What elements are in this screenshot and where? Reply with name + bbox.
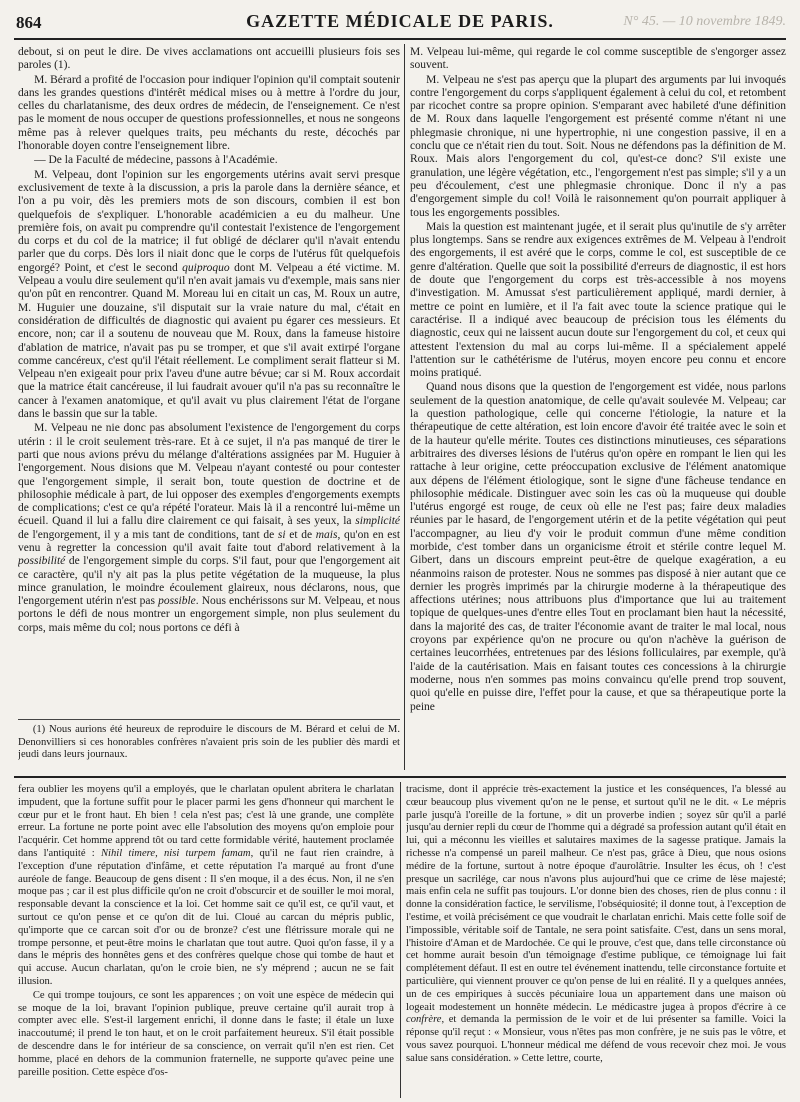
- text-run: Mais la question est maintenant jugée, et il serait plus qu'inutile de s'y arrêter plus longtemps. Sans se rendre aux exigences extrêmes de M. Velpeau à l'endroit des engorgements, il est avéré que le corps, comme le col, est susceptible de ce genre d'altération. Quelle que soit la possibilité d'erreurs de diagnostic, il est hors de doute que l'engorgement du corps est très-accessible à nos moyens d'investigation. M. Amussat s'est particulièrement appliqué, mardi dernier, à mettre ce point en lumière, et il l'a fait avec toute la science pratique qui le caractérise. Il a indiqué avec beaucoup de précision tous les éléments du diagnostic, ceux qui ne laissent aucun doute sur l'engorgement du col, et ceux qui attestent l'extension du mal au corps lui-même. Il a spécialement appelé l'attention sur le cathétérisme de l'utérus, moyen encore peu connu et encore moins pratiqué.: [410, 220, 786, 380]
- paragraph: [410, 221, 786, 381]
- text-run: M. Velpeau ne nie donc pas absolument l'existence de l'engorgement du corps utérin : il le croit seulement très-rare. Et à ce sujet, il n'a pas manqué de tirer le parti que nous avions prévu du mélange d'altérations assignées par M. Huguier à l'engorgement. Nous disions que M. Velpeau n'ayant contesté ou pour contester que l'engorgement simple, il serait bon, toute question de doctrine et de philosophie médicale à part, de lui opposer des exemples d'engorgements exempts de complications; c'est ce qu'a répété l'orateur. Mais là il a rencontré lui-même un écueil. Quand il lui a fallu dire clairement ce qui faisait, à ses yeux, la: [18, 422, 400, 528]
- text-run: , qu'il ne faut rien craindre, à l'exception d'une réputation d'infâme, et cette réputation l'a marqué au front d'une auréole de fange. Beaucoup de gens disent : Il s'en moque, il a des écus. Non, il ne s'en moque pas ; car il est plus difficile qu'on ne croit d'obscurcir et de souiller le moi moral, responsable devant la conscience et la loi. Cet homme sait ce qu'il est, ce qu'il vaut, et surtout ce qu'on pense et ce qu'on dit de lui. Cloué au carcan du mépris public, qu'importe que ce carcan soit d'or ou de bronze? c'est une flétrissure morale qui ne trompe personne, et peut-être moins le charlatan que tout autre. Quoi qu'on fasse, il y a dans le mépris des honnêtes gens et des confrères quelque chose qui tombe de haut et qui accuse. Aucun charlatan, qu'on le croie bien, ne s'y méprend ; aucun ne se fait illusion.: [18, 847, 394, 987]
- italic-text-run: simplicité: [355, 515, 400, 528]
- text-run: fera oublier les moyens qu'il a employés, que le charlatan opulent abritera le charlatan impudent, que la fortune suffit pour le placer parmi les gens d'honneur qui marchent le cœur pur et le front haut. Eh bien ! cela n'est pas; c'est là une grande, une complète erreur. La fortune ne porte point avec elle l'absolution des moyens qu'on emploie pour l'acquérir. Cet homme apprend tôt ou tard cette formidable vérité, hautement proclamée dans l'antiquité :: [18, 784, 394, 859]
- paragraph: [410, 381, 786, 713]
- paragraph: [18, 784, 394, 989]
- italic-text-run: confrère: [406, 1014, 442, 1026]
- footnote-rule: [18, 719, 400, 720]
- bottom-left-column: [18, 784, 394, 1098]
- text-run: tracisme, dont il apprécie très-exactement la justice et les conséquences, l'a blessé au cœur beaucoup plus vivement qu'on ne le pense, et surtout qu'il ne le dit. « Le mépris parle jusqu'à l'oreille de la fortune, » dit un proverbe indien ; soyez sûr qu'il a parlé jusqu'au dernier repli du cœur de l'homme qui a dégradé sa profession autant qu'il était en lui, qui a méconnu les vieilles et salutaires maximes de la sagesse pratique. Jamais la richesse n'a compensé un pareil malheur. Ce n'est pas, grâce à Dieu, que nous osions médire de la fortune, surtout à notre époque d'aurolâtrie. Insulter les écus, oh ! c'est presque un sacrilége, car nous n'avons plus aujourd'hui que ce crime de lèse majesté; mais enfin cela ne suffit pas toujours. L'or donne bien des choses, rien de plus connu : il donne la considération factice, le servilisme, l'obséquiosité; il donne tout, à l'exception de l'estime, et voilà précisément ce que voudrait le charlatan enrichi. Mais cette folle soif de l'impossible, véritable soif de Tantale, ne sera point satisfaite. C'est, dans un sens moral, l'histoire d'Aman et de Mardochée. Ce qui le prouve, c'est que, dans telle circonstance où cet homme aurait besoin d'un témoignage d'estime publique, ce témoignage lui fait complétement défaut. Il est en outre tel événement inattendu, telle circonstance fortuite et particulière, qui viennent prouver ce qu'on pense de lui en réalité. Il y a quelques années, un de ces empiriques à succès pécuniaire loua un appartement dans une maison où logeait modestement un honnête médecin. Le médicastre jugea à propos d'écrire à ce: [406, 784, 786, 1013]
- text-run: , qu'on en est venu à regretter la concession qu'il avait faite tout d'abord relativement à la: [18, 528, 400, 554]
- paragraph: [18, 990, 394, 1080]
- issue-date: N° 45. — 10 novembre 1849.: [623, 14, 786, 29]
- text-run: et de: [285, 528, 316, 541]
- paragraph: [410, 46, 786, 73]
- column-divider: [404, 44, 405, 770]
- italic-text-run: mais: [315, 528, 338, 541]
- text-run: M. Velpeau lui-même, qui regarde le col comme susceptible de s'engorger assez souvent.: [410, 46, 786, 72]
- top-right-column: [410, 46, 786, 770]
- italic-text-run: quiproquo: [182, 261, 230, 274]
- text-run: M. Bérard a profité de l'occasion pour indiquer l'opinion qu'il comptait soutenir dans les grandes questions d'intérêt médical mises ou à mettre à l'ordre du jour, celles du charlatanisme, des deux ordres de médecin, de l'enseignement. Ce n'est pas le moment de nous occuper de questions professionnelles, et nous ne songeons même pas à relever quelques traits, peu méchants du reste, décochés par l'honorable doyen contre l'enseignement libre.: [18, 73, 400, 153]
- text-run: Quand nous disons que la question de l'engorgement est vidée, nous parlons seulement de la question anatomique, de celle qu'avait soulevée M. Velpeau; car la question pathologique, celle qui concerne l'étiologie, la nature et la thérapeutique de cette altération, est loin encore d'avoir été traitée avec le soin et de la hauteur qu'elle mérite. Toutes ces distinctions minutieuses, ces séparations arbitraires des diverses lésions de l'utérus qu'on opère en rompant le lien qui les rattache à leur origine, cette préoccupation exclusive de l'élément anatomique aux dépens de l'élément étiologique, sont le signe d'une fâcheuse tendance en philosophie médicale. Distinguer avec soin les cas où la muqueuse qui double l'utérus engorgé est rouge, de ceux où elle ne l'est pas; faire deux maladies réunies par le hasard, de l'engorgement utérin et de la petite végétation qui peut l'accompagner, au lieu d'y voir le produit commun d'une même condition morbide, c'est tomber dans un organicisme étroit et stérile contre lequel M. Gibert, dans un discours empreint peut-être de quelque exagération, a eu néanmoins raison de protester. Nous ne sommes pas disposé à nier autant que ce dernier les progrès imprimés par la chirurgie moderne à la thérapeutique des affections utérines; nous attribuons plus d'importance que lui au traitement topique de quelques-unes d'entre elles Tout en proclamant bien haut la nécessité, dans la majorité des cas, de traiter l'économie avant de traiter le mal local, nous croyons par expérience qu'on ne procure ou qu'on n'achève la guérison de certaines leucorrhées, entretenues par des lésions folliculaires, par exemple, qu'à l'aide de la cautérisation. Mais en faisant toutes ces concessions à la chirurgie moderne, nous n'en sommes pas moins convaincu qu'elle prend trop souvent, quoi qu'elle en puisse dire, l'effet pour la cause, et que sa thérapeutique porte la peine: [410, 381, 786, 713]
- text-run: M. Velpeau ne s'est pas aperçu que la plupart des arguments par lui invoqués contre l'engorgement du corps s'appliquent également à celui du col, et retombent par ricochet contre sa propre opinion. S'emparant avec habileté d'une définition de M. Roux dans laquelle l'engorgement est présenté comme n'étant ni une phlegmasie chronique, ni une hypertrophie, ni une congestion passive, il en a conclu que ce n'était rien du tout. Soit. Nous ne défendons pas la définition de M. Roux. Mais alors l'engorgement du col, qu'est-ce donc? S'il existe une granulation, une légère végétation, etc., l'engorgement n'est pas simple; s'il y a un peu d'écoulement, c'est une phlegmasie chronique. Donc il n'y a pas d'engorgement simple du col! Voilà le raisonnement qu'on pourrait appliquer à tous les engorgements possibles.: [410, 73, 786, 219]
- italic-text-run: possible: [158, 595, 196, 608]
- text-run: dont M. Velpeau a été victime. M. Velpeau a voulu dire seulement qu'il n'en avait jamais vu d'exemple, mais sans nier qu'on pût en rencontrer. Quand M. Moreau lui en citait un cas, M. Roux un autre, M. Huguier une douzaine, s'il disputait sur la vraie nature du mal, c'était en considération de difficultés de diagnostic qui avaient pu égarer ces messieurs. Et encore, non; car il a soutenu de nouveau que M. Roux, dans la fameuse histoire d'ablation de matrice, n'avait pas pu se tromper, et que s'il avait extirpé l'organe comme cancéreux, c'est qu'il l'était réellement. Le compliment serait flatteur si M. Velpeau n'en exigeait pour prix l'aveu d'une autre bévue; car si M. Roux accordait que la matrice était cancéreuse, il lui faudrait avouer qu'il n'a pas su reconnaître le cancer à l'examen anatomique, et qu'il avait vu plus clairement l'état de l'organe dans le bassin que sur la table.: [18, 261, 400, 421]
- text-run: Ce qui trompe toujours, ce sont les apparences ; on voit une espèce de médecin qui se moque de la loi, bravant l'opinion publique, preuve certaine qu'il aurait trop à compter avec elle. S'est-il largement enrichi, il donne dans le faste; il étale un luxe inaccoutumé; il prend le ton haut, et on le croit parfaitement heureux. S'il était possible de descendre dans le for intérieur de sa conscience, on verrait qu'il n'en est rien. Cet homme, placé en dehors de la communion fraternelle, ne supporte qu'avec peine une pareille position. Cette espèce d'os-: [18, 989, 394, 1078]
- italic-text-run: possibilité: [18, 555, 66, 568]
- text-run: de l'engorgement simple du corps. S'il faut, pour que l'engorgement ait ce caractère, qu'il n'y ait pas la plus petite végétation de la muqueuse, la plus mince granulation, le moindre écoulement glaireux, nous déclarons, nous, que l'engorgement utérin n'est pas: [18, 555, 400, 608]
- top-left-column: [18, 46, 400, 712]
- page-header: [14, 8, 786, 36]
- paragraph: [18, 154, 400, 167]
- bottom-right-column: [406, 784, 786, 1098]
- paragraph: [410, 74, 786, 220]
- footnote: (1) Nous aurions été heureux de reproduire le discours de M. Bérard et celui de M. Denonvilliers si ces honorables confrères n'avaient pris soin de les publier dès mardi et jeudi dans leurs journaux.: [18, 724, 400, 761]
- italic-text-run: si: [277, 528, 286, 541]
- text-run: debout, si on peut le dire. De vives acclamations ont accueilli plusieurs fois ses paroles (1).: [18, 46, 400, 72]
- text-run: , et demanda la permission de le voir et de lui présenter sa famille. Voici la réponse qu'il reçut : « Monsieur, vous n'êtes pas mon confrère, je ne suis pas le vôtre, et vous savez pourquoi. L'honneur médical me défend de vous recevoir chez moi. Je vous salue sans considération. » Cette lettre, courte,: [406, 1014, 786, 1064]
- paragraph: [406, 784, 786, 1066]
- page-number: 864: [16, 13, 42, 32]
- paragraph: [18, 46, 400, 73]
- paragraph: [18, 422, 400, 635]
- column-divider: [400, 782, 401, 1098]
- text-run: . Nous enchérissons sur M. Velpeau, et nous portons le défi de nous montrer un engorgement simple, non plus seulement du corps, mais même du col; nous portons ce défi à: [18, 595, 400, 634]
- paragraph: [18, 74, 400, 154]
- text-run: — De la Faculté de médecine, passons à l'Académie.: [34, 154, 278, 167]
- text-run: de l'engorgement, il y a mis tant de conditions, tant de: [18, 528, 278, 541]
- paragraph: [18, 169, 400, 422]
- italic-text-run: Nihil timere, nisi turpem famam: [100, 847, 251, 859]
- text-run: M. Velpeau, dont l'opinion sur les engorgements utérins avait servi presque exclusivement de texte à la discussion, a pris la parole dans la dernière séance, et l'on a pu voir, dès les premiers mots de son discours, combien il est bon quelquefois de s'expliquer. L'honorable académicien a eu du malheur. Une première fois, on avait pu comprendre qu'il contestait l'existence de l'engorgement du corps et du col de la matrice; il fut obligé de déclarer qu'il n'avait entendu parler que du corps. Dès lors il niait donc que le corps de l'utérus fût quelquefois engorgé? Point, et c'est le second: [18, 168, 400, 274]
- section-rule: [14, 776, 786, 778]
- newspaper-title: GAZETTE MÉDICALE DE PARIS.: [246, 11, 554, 31]
- header-rule: [14, 38, 786, 40]
